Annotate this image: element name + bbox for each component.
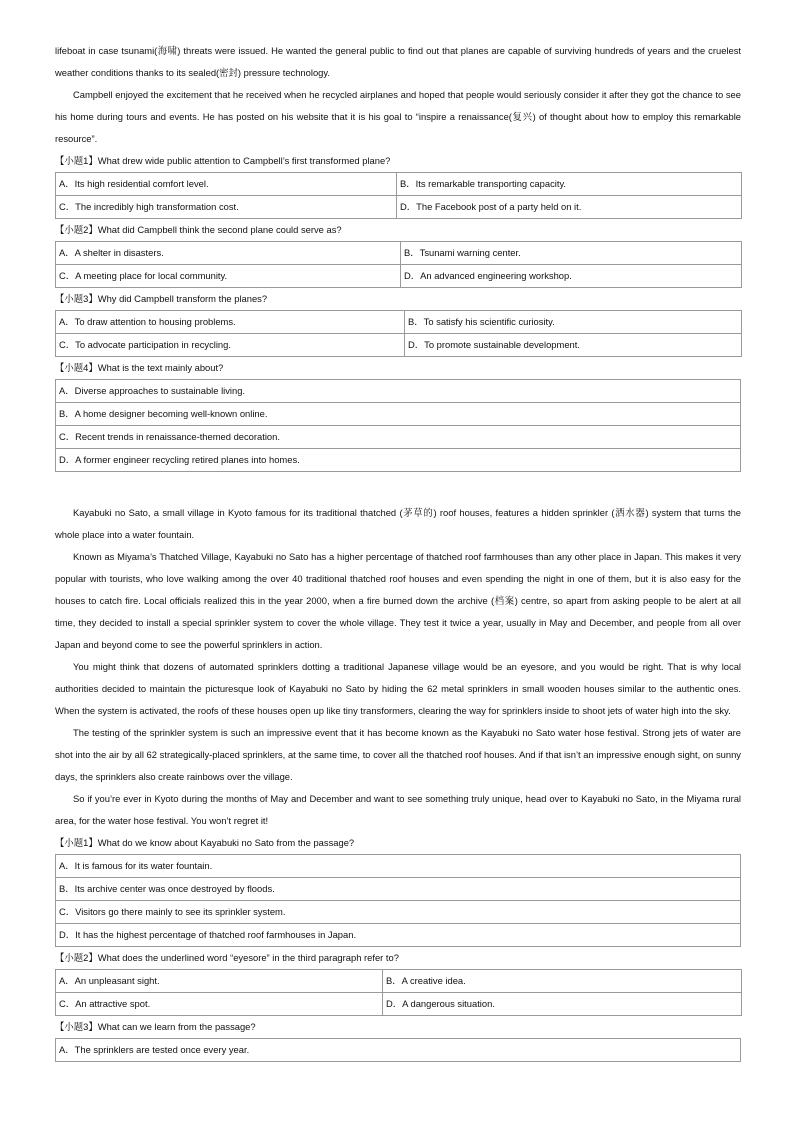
options-table: [55, 969, 742, 1016]
option-a[interactable]: A．Its high residential comfort level.: [56, 173, 397, 196]
passage-2-paragraph-5: So if you’re ever in Kyoto during the months of May and December and want to see something truly unique, head over to Kayabuki no Sato, in the Miyama rural area, for the water hose festival. You won’t regret it!: [55, 793, 741, 826]
options-table: [55, 310, 742, 357]
option-a[interactable]: A．A shelter in disasters.: [56, 242, 401, 265]
passage-2-paragraph-1: Kayabuki no Sato, a small village in Kyoto famous for its traditional thatched (茅草的) roof houses, features a hidden sprinkler (洒水器) system that turns the whole place into a water fountain.: [55, 507, 741, 540]
options-table: [55, 1038, 741, 1062]
question-stem: 【小题4】What is the text mainly about?: [55, 362, 224, 373]
passage-1-paragraph-2: Campbell enjoyed the excitement that he received when he recycled airplanes and hoped that people would seriously consider it after they got the chance to see his home during tours and events. He has posted on his website that it is his goal to “inspire a renaissance(复兴) of thought about how to employ this remarkable resource”.: [55, 89, 741, 144]
passage-2: [55, 502, 741, 832]
passage-1: [55, 40, 741, 150]
option-d[interactable]: D．The Facebook post of a party held on it.: [397, 196, 742, 219]
options-table: [55, 854, 741, 947]
question-stem: 【小题2】What did Campbell think the second plane could serve as?: [55, 224, 342, 235]
option-d[interactable]: D．An advanced engineering workshop.: [401, 265, 742, 288]
option-a[interactable]: A．To draw attention to housing problems.: [56, 311, 405, 334]
option-d[interactable]: D．A dangerous situation.: [383, 993, 742, 1016]
option-c[interactable]: C．To advocate participation in recycling.: [56, 334, 405, 357]
section-gap: [55, 472, 741, 502]
option-a[interactable]: A．Diverse approaches to sustainable living.: [56, 380, 741, 403]
option-a[interactable]: A．The sprinklers are tested once every year.: [56, 1039, 741, 1062]
option-d[interactable]: D．It has the highest percentage of thatched roof farmhouses in Japan.: [56, 924, 741, 947]
exam-page: [55, 40, 741, 1062]
options-table: [55, 379, 741, 472]
question-stem: 【小题1】What do we know about Kayabuki no Sato from the passage?: [55, 837, 355, 848]
option-b[interactable]: B．A creative idea.: [383, 970, 742, 993]
option-b[interactable]: B．Its remarkable transporting capacity.: [397, 173, 742, 196]
option-a[interactable]: A．It is famous for its water fountain.: [56, 855, 741, 878]
question-stem: 【小题2】What does the underlined word “eyesore” in the third paragraph refer to?: [55, 952, 399, 963]
passage-2-paragraph-2: Known as Miyama’s Thatched Village, Kayabuki no Sato has a higher percentage of thatched roof farmhouses than any other place in Japan. This makes it very popular with tourists, who love walking among the over 40 traditional thatched roof houses and even spending the night in one of them, but it is also easy for the houses to catch fire. Local officials realized this in the year 2000, when a fire burned down the archive (档案) centre, so apart from asking people to be alert at all time, they decided to install a special sprinkler system to cover the whole village. They test it twice a year, usually in May and December, and people from all over Japan and beyond come to see the powerful sprinklers in action.: [55, 551, 741, 650]
option-b[interactable]: B．Its archive center was once destroyed by floods.: [56, 878, 741, 901]
option-c[interactable]: C．A meeting place for local community.: [56, 265, 401, 288]
passage-1-paragraph-1: lifeboat in case tsunami(海啸) threats were issued. He wanted the general public to find out that planes are capable of surviving hundreds of years and the cruelest weather conditions thanks to its sealed(密封) pressure technology.: [55, 45, 741, 78]
options-table: [55, 172, 742, 219]
option-c[interactable]: C．Visitors go there mainly to see its sprinkler system.: [56, 901, 741, 924]
question-stem: 【小题3】Why did Campbell transform the planes?: [55, 293, 268, 304]
option-b[interactable]: B．To satisfy his scientific curiosity.: [405, 311, 742, 334]
option-c[interactable]: C．Recent trends in renaissance-themed decoration.: [56, 426, 741, 449]
option-d[interactable]: D．A former engineer recycling retired planes into homes.: [56, 449, 741, 472]
passage-2-paragraph-4: The testing of the sprinkler system is such an impressive event that it has become known as the Kayabuki no Sato water hose festival. Strong jets of water are shot into the air by all 62 strategically-placed sprinklers, at the same time, to cover all the thatched roof houses. And if that isn’t an impressive enough sight, on sunny days, the sprinklers also create rainbows over the village.: [55, 727, 741, 782]
option-a[interactable]: A．An unpleasant sight.: [56, 970, 383, 993]
option-b[interactable]: B．Tsunami warning center.: [401, 242, 742, 265]
option-c[interactable]: C．The incredibly high transformation cost.: [56, 196, 397, 219]
question-stem: 【小题3】What can we learn from the passage?: [55, 1021, 256, 1032]
option-b[interactable]: B．A home designer becoming well-known online.: [56, 403, 741, 426]
option-d[interactable]: D．To promote sustainable development.: [405, 334, 742, 357]
passage-2-paragraph-3: You might think that dozens of automated sprinklers dotting a traditional Japanese village would be an eyesore, and you would be right. That is why local authorities decided to maintain the picturesque look of Kayabuki no Sato by hiding the 62 metal sprinklers in small wooden houses similar to the authentic ones. When the system is activated, the roofs of these houses open up like tiny transformers, clearing the way for sprinklers inside to shoot jets of water high into the sky.: [55, 661, 741, 716]
options-table: [55, 241, 742, 288]
question-stem: 【小题1】What drew wide public attention to Campbell’s first transformed plane?: [55, 155, 391, 166]
option-c[interactable]: C．An attractive spot.: [56, 993, 383, 1016]
